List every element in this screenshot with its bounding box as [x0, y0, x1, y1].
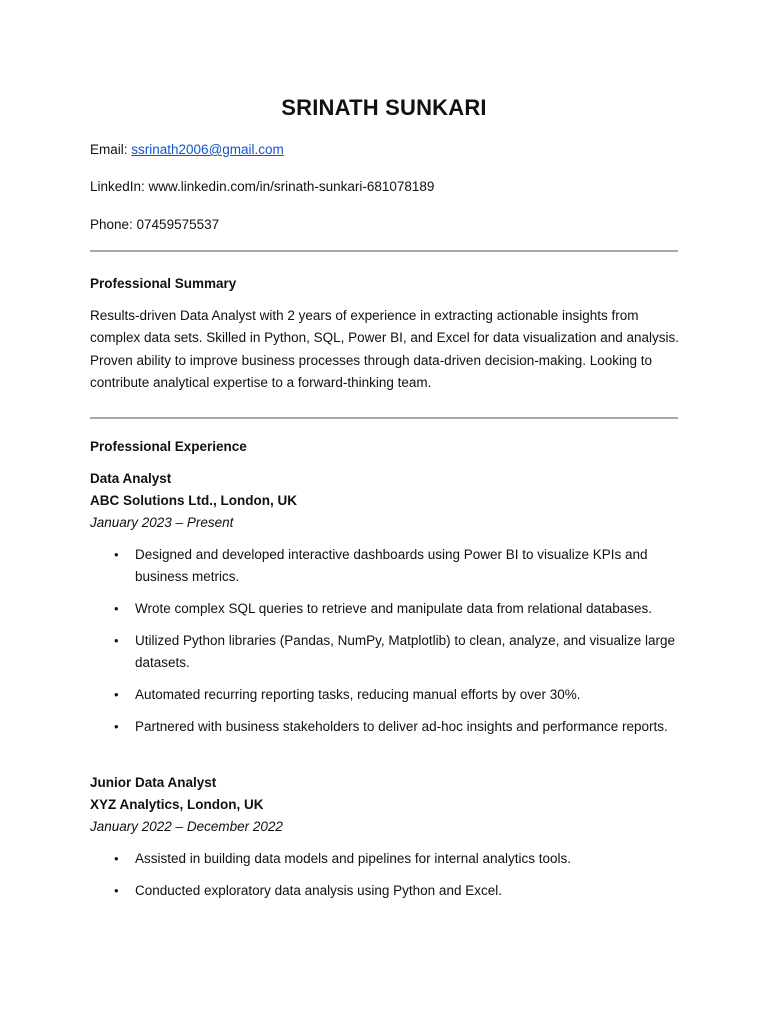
bullet-icon: • [114, 633, 119, 648]
job-company: ABC Solutions Ltd., London, UK [90, 493, 297, 508]
job-dates: January 2022 – December 2022 [90, 819, 283, 834]
bullet-text: Utilized Python libraries (Pandas, NumPy, Matplotlib) to clean, analyze, and visualize large datasets. [135, 633, 676, 670]
bullet-text: Conducted exploratory data analysis using Python and Excel. [135, 883, 502, 898]
bullet-text: Wrote complex SQL queries to retrieve and manipulate data from relational databases. [135, 601, 653, 616]
list-item [90, 598, 680, 620]
job-company: XYZ Analytics, London, UK [90, 797, 264, 812]
list-item [90, 880, 680, 902]
experience-heading: Professional Experience [90, 439, 247, 454]
summary-heading: Professional Summary [90, 276, 237, 291]
divider [90, 250, 678, 252]
job-bullet-list [90, 544, 680, 748]
list-item [90, 544, 680, 588]
bullet-icon: • [114, 687, 119, 702]
job-dates: January 2023 – Present [90, 515, 234, 530]
bullet-text: Automated recurring reporting tasks, reducing manual efforts by over 30%. [135, 687, 581, 702]
bullet-text: Partnered with business stakeholders to deliver ad-hoc insights and performance reports. [135, 719, 668, 734]
candidate-name: SRINATH SUNKARI [281, 95, 487, 120]
list-item [90, 684, 680, 706]
phone-line: Phone: 07459575537 [90, 217, 220, 232]
bullet-icon: • [114, 547, 119, 562]
bullet-text: Assisted in building data models and pipelines for internal analytics tools. [135, 851, 572, 866]
bullet-icon: • [114, 601, 119, 616]
email-label: Email: [90, 142, 132, 157]
summary-text: Results-driven Data Analyst with 2 years of experience in extracting actionable insights from complex data sets. Skilled in Python, SQL, Power BI, and Excel for data visualization and analysis. Proven ability to improve business processes through data-driven decision-making. Looking to contribute analytical expertise to a forward-thinking team. [90, 308, 680, 390]
job-bullet-list [90, 848, 680, 912]
divider [90, 417, 678, 419]
list-item [90, 716, 680, 738]
job-title: Junior Data Analyst [90, 775, 217, 790]
bullet-icon: • [114, 883, 119, 898]
list-item [90, 848, 680, 870]
bullet-text: Designed and developed interactive dashboards using Power BI to visualize KPIs and business metrics. [135, 547, 648, 584]
email-line [90, 140, 284, 160]
email-link[interactable]: ssrinath2006@gmail.com [131, 142, 284, 157]
list-item [90, 630, 680, 674]
bullet-icon: • [114, 719, 119, 734]
job-title: Data Analyst [90, 471, 172, 486]
bullet-icon: • [114, 851, 119, 866]
linkedin-line: LinkedIn: www.linkedin.com/in/srinath-sunkari-681078189 [90, 179, 435, 194]
